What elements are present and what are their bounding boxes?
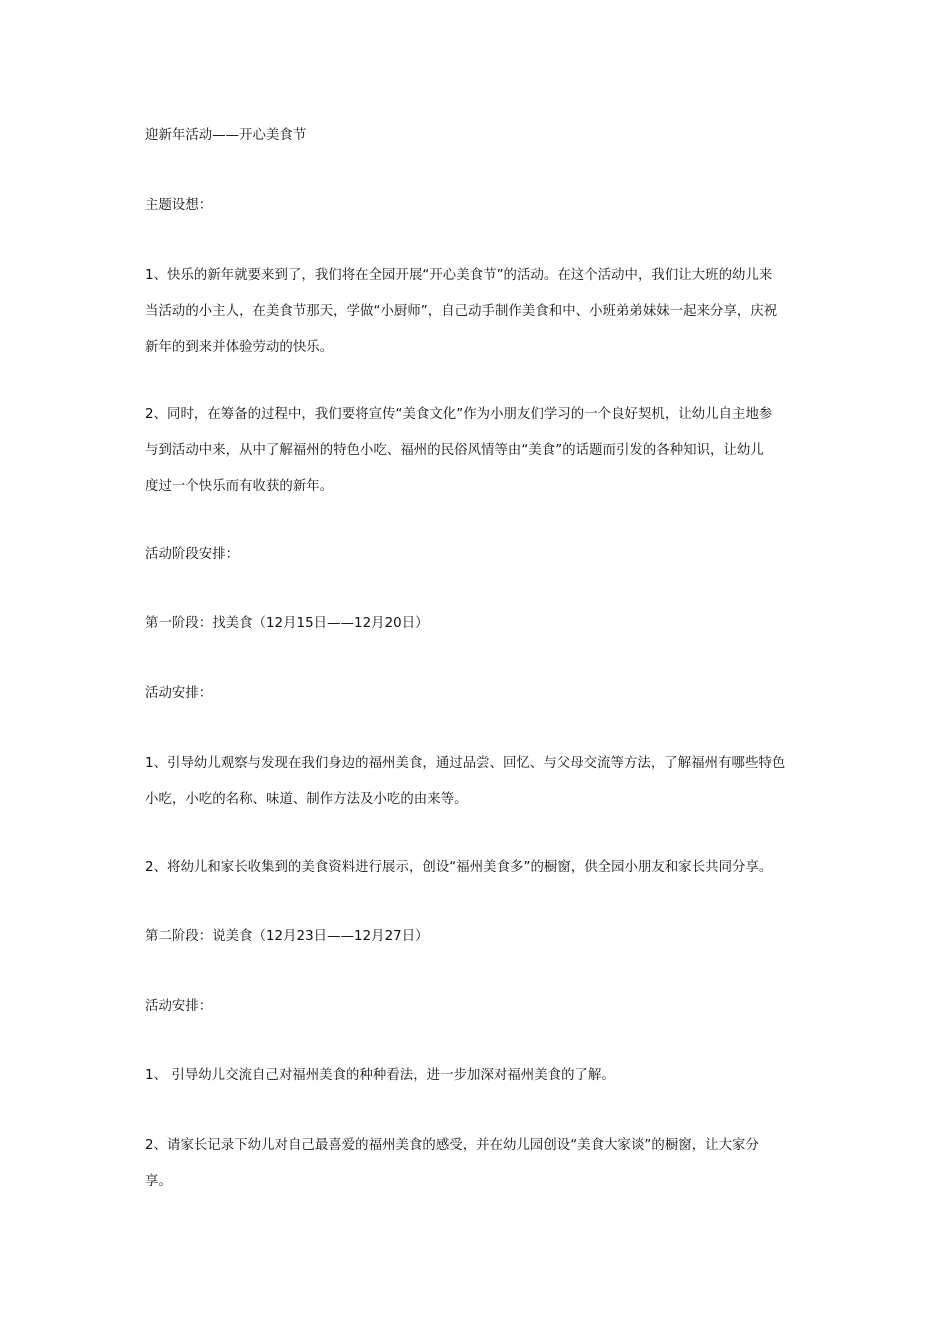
stages-heading: 活动阶段安排： (145, 547, 240, 562)
text-line: 1、快乐的新年就要来到了，我们将在全园开展“开心美食节”的活动。在这个活动中，我们让大班的幼儿来 (145, 268, 773, 283)
text-line: 2、同时，在筹备的过程中，我们要将宣传“美食文化”作为小朋友们学习的一个良好契机，让幼儿自主地参 (145, 407, 773, 422)
text-line: 小吃，小吃的名称、味道、制作方法及小吃的由来等。 (145, 792, 468, 807)
text-line: 新年的到来并体验劳动的快乐。 (145, 340, 334, 355)
text-line: 1、引导幼儿观察与发现在我们身边的福州美食，通过品尝、回忆、与父母交流等方法，了解福州有哪些特色 (145, 756, 786, 771)
text-line: 2、请家长记录下幼儿对自己最喜爱的福州美食的感受，并在幼儿园创设“美食大家谈”的橱窗，让大家分 (145, 1138, 759, 1153)
document-title: 迎新年活动——开心美食节 (145, 128, 307, 143)
text-line: 与到活动中来，从中了解福州的特色小吃、福州的民俗风情等由“美食”的话题而引发的各种知识，让幼儿 (145, 443, 764, 458)
stage2-item-1: 1、 引导幼儿交流自己对福州美食的种种看法，进一步加深对福州美食的了解。 (145, 1068, 615, 1083)
text-line: 度过一个快乐而有收获的新年。 (145, 479, 334, 494)
stage1-item-1 (145, 746, 810, 818)
stage2-heading: 第二阶段：说美食（12月23日——12月27日） (145, 929, 429, 944)
theme-paragraph-2 (145, 397, 810, 505)
theme-heading: 主题设想： (145, 198, 213, 213)
stage1-item-2: 2、将幼儿和家长收集到的美食资料进行展示，创设“福州美食多”的橱窗，供全园小朋友和家长共同分享。 (145, 860, 773, 875)
theme-paragraph-1 (145, 258, 810, 366)
text-line: 享。 (145, 1174, 172, 1189)
text-line: 当活动的小主人，在美食节那天，学做“小厨师”，自己动手制作美食和中、小班弟弟妹妹一起来分享，庆祝 (145, 304, 778, 319)
stage2-item-2 (145, 1128, 810, 1200)
stage1-arrange-label: 活动安排： (145, 686, 213, 701)
stage1-heading: 第一阶段：找美食（12月15日——12月20日） (145, 616, 429, 631)
stage2-arrange-label: 活动安排： (145, 999, 213, 1014)
